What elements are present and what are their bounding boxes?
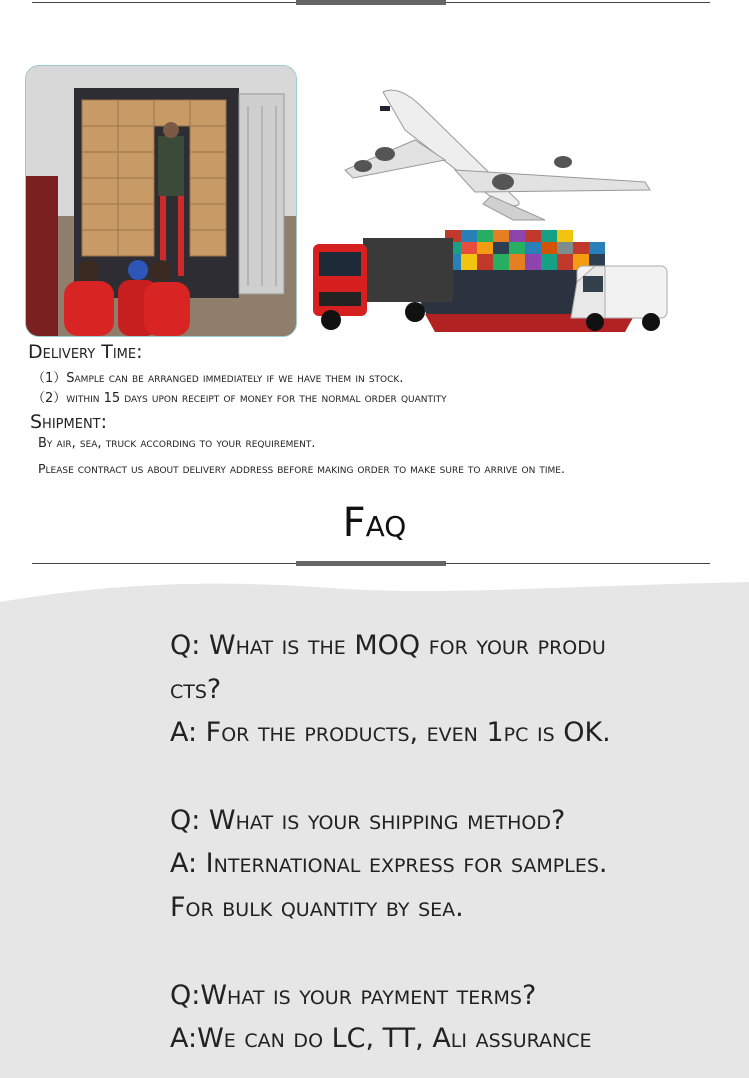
- transport-collage-photo: [305, 70, 695, 340]
- faq-answer-3: A:We can do LC, TT, Ali assurance: [170, 1023, 592, 1054]
- delivery-item-2: （2）within 15 days upon receipt of money for the normal order quantity: [32, 391, 447, 406]
- faq-title: Faq: [342, 500, 407, 546]
- faq-answer-1: A: For the products, even 1pc is OK.: [170, 717, 611, 748]
- faq-question-1-continued: cts?: [170, 674, 222, 705]
- faq-divider-accent: [296, 561, 446, 566]
- delivery-time-heading: Delivery Time:: [28, 341, 143, 363]
- faq-question-3: Q:What is your payment terms?: [170, 980, 537, 1011]
- faq-question-1: Q: What is the MOQ for your produ: [170, 630, 606, 661]
- shipment-item-1: By air, sea, truck according to your requirement.: [38, 436, 316, 451]
- shipment-item-2: Please contract us about delivery address before making order to make sure to arrive on time.: [38, 461, 565, 476]
- shipment-heading: Shipment:: [30, 411, 108, 433]
- delivery-item-1: （1）Sample can be arranged immediately if we have them in stock.: [32, 371, 404, 386]
- airplane-illustration: [345, 90, 650, 220]
- faq-answer-2-continued: For bulk quantity by sea.: [170, 892, 464, 923]
- container-loading-photo: [25, 65, 297, 337]
- faq-answer-2: A: International express for samples.: [170, 848, 608, 879]
- faq-question-2: Q: What is your shipping method?: [170, 805, 566, 836]
- top-divider-accent: [296, 0, 446, 5]
